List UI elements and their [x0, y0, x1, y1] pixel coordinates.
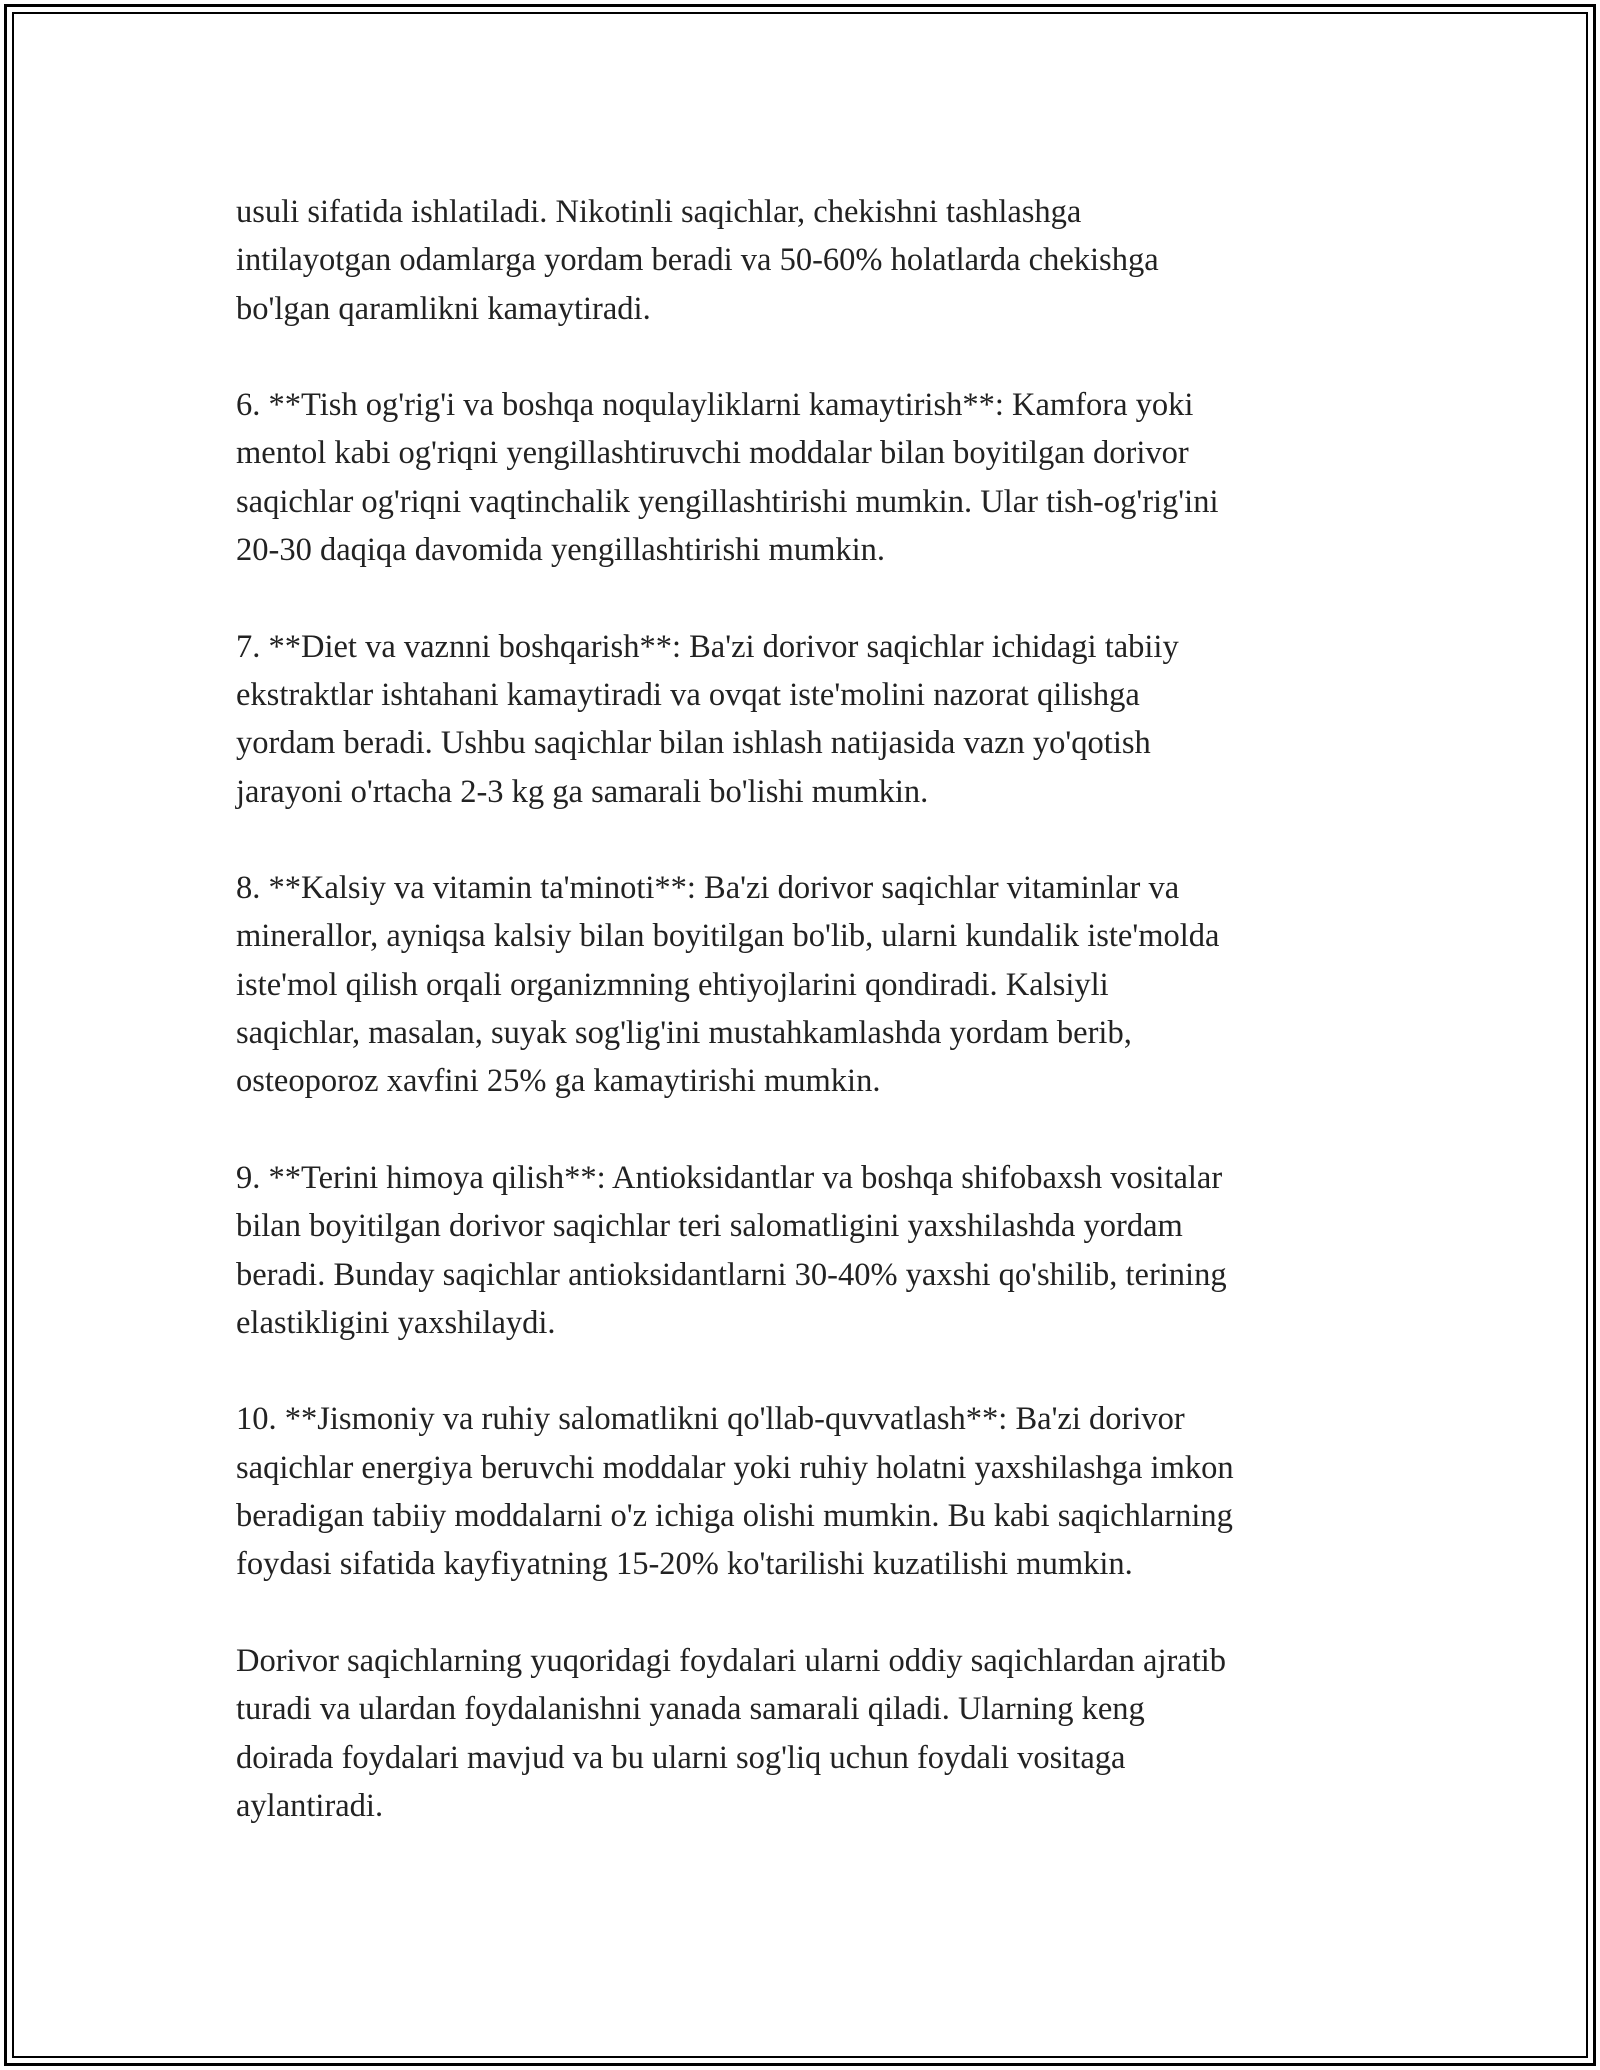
paragraph-item-8: 8. **Kalsiy va vitamin ta'minoti**: Ba'zi dorivor saqichlar vitaminlar va minerallor, ayniqsa kalsiy bilan boyitilgan bo'lib, ularni kundalik iste'molda iste'mol qilish orqali organizmning ehtiyojlarini qondiradi. Kalsiyli saqichlar, masalan, suyak sog'lig'ini mustahkamlashda yordam berib, osteoporoz xavfini 25% ga kamaytirishi mumkin. [236, 870, 1220, 1100]
paragraph-conclusion: Dorivor saqichlarning yuqoridagi foydalari ularni oddiy saqichlardan ajratib turadi va ulardan foydalanishni yanada samarali qiladi. Ularning keng doirada foydalari mavjud va bu ularni sog'liq uchun foydali vositaga aylantiradi. [236, 1642, 1227, 1824]
document-body [236, 188, 1386, 1830]
paragraph-item-6: 6. **Tish og'rig'i va boshqa noqulayliklarni kamaytirish**: Kamfora yoki mentol kabi og'riqni yengillashtiruvchi moddalar bilan boyitilgan dorivor saqichlar og'riqni vaqtinchalik yengillashtirishi mumkin. Ular tish-og'rig'ini 20-30 daqiqa davomida yengillashtirishi mumkin. [236, 387, 1219, 569]
paragraph-item-10: 10. **Jismoniy va ruhiy salomatlikni qo'llab-quvvatlash**: Ba'zi dorivor saqichlar energiya beruvchi moddalar yoki ruhiy holatni yaxshilashga imkon beradigan tabiiy moddalarni o'z ichiga olishi mumkin. Bu kabi saqichlarning foydasi sifatida kayfiyatning 15-20% ko'tarilishi kuzatilishi mumkin. [236, 1401, 1234, 1583]
paragraph-item-7: 7. **Diet va vaznni boshqarish**: Ba'zi dorivor saqichlar ichidagi tabiiy ekstraktlar ishtahani kamaytiradi va ovqat iste'molini nazorat qilishga yordam beradi. Ushbu saqichlar bilan ishlash natijasida vazn yo'qotish jarayoni o'rtacha 2-3 kg ga samarali bo'lishi mumkin. [236, 628, 1179, 810]
paragraph-item-9: 9. **Terini himoya qilish**: Antioksidantlar va boshqa shifobaxsh vositalar bilan boyitilgan dorivor saqichlar teri salomatligini yaxshilashda yordam beradi. Bunday saqichlar antioksidantlarni 30-40% yaxshi qo'shilib, terining elastikligini yaxshilaydi. [236, 1159, 1227, 1341]
paragraph-intro-continuation: usuli sifatida ishlatiladi. Nikotinli saqichlar, chekishni tashlashga intilayotgan odamlarga yordam beradi va 50-60% holatlarda chekishga bo'lgan qaramlikni kamaytiradi. [236, 194, 1159, 327]
